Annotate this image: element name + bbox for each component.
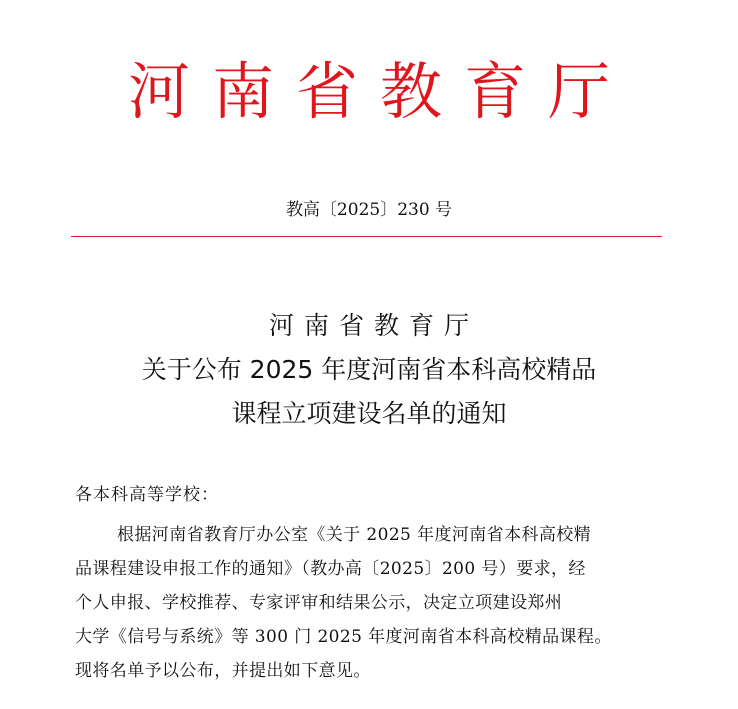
body-line: 现将名单予以公布，并提出如下意见。 — [75, 661, 371, 681]
title-line-issuer: 河南省教育厅 — [268, 311, 479, 340]
body-line: 根据河南省教育厅办公室《关于 2025 年度河南省本科高校精 — [117, 525, 592, 545]
document-title — [0, 304, 738, 436]
title-line-subject: 关于公布 2025 年度河南省本科高校精品 — [141, 355, 597, 384]
body-line: 个人申报、学校推荐、专家评审和结果公示，决定立项建设郑州 — [75, 593, 563, 613]
body-line: 大学《信号与系统》等 300 门 2025 年度河南省本科高校精品课程。 — [75, 627, 612, 647]
salutation: 各本科高等学校： — [75, 485, 219, 505]
red-divider-rule — [71, 236, 662, 237]
title-line-subject-cont: 课程立项建设名单的通知 — [231, 399, 507, 428]
body-paragraph — [75, 518, 667, 688]
masthead-org-name: 河南省教育厅 — [127, 55, 632, 128]
document-number: 教高〔2025〕230 号 — [285, 200, 453, 220]
body-line: 品课程建设申报工作的通知》（教办高〔2025〕200 号）要求，经 — [75, 559, 586, 579]
